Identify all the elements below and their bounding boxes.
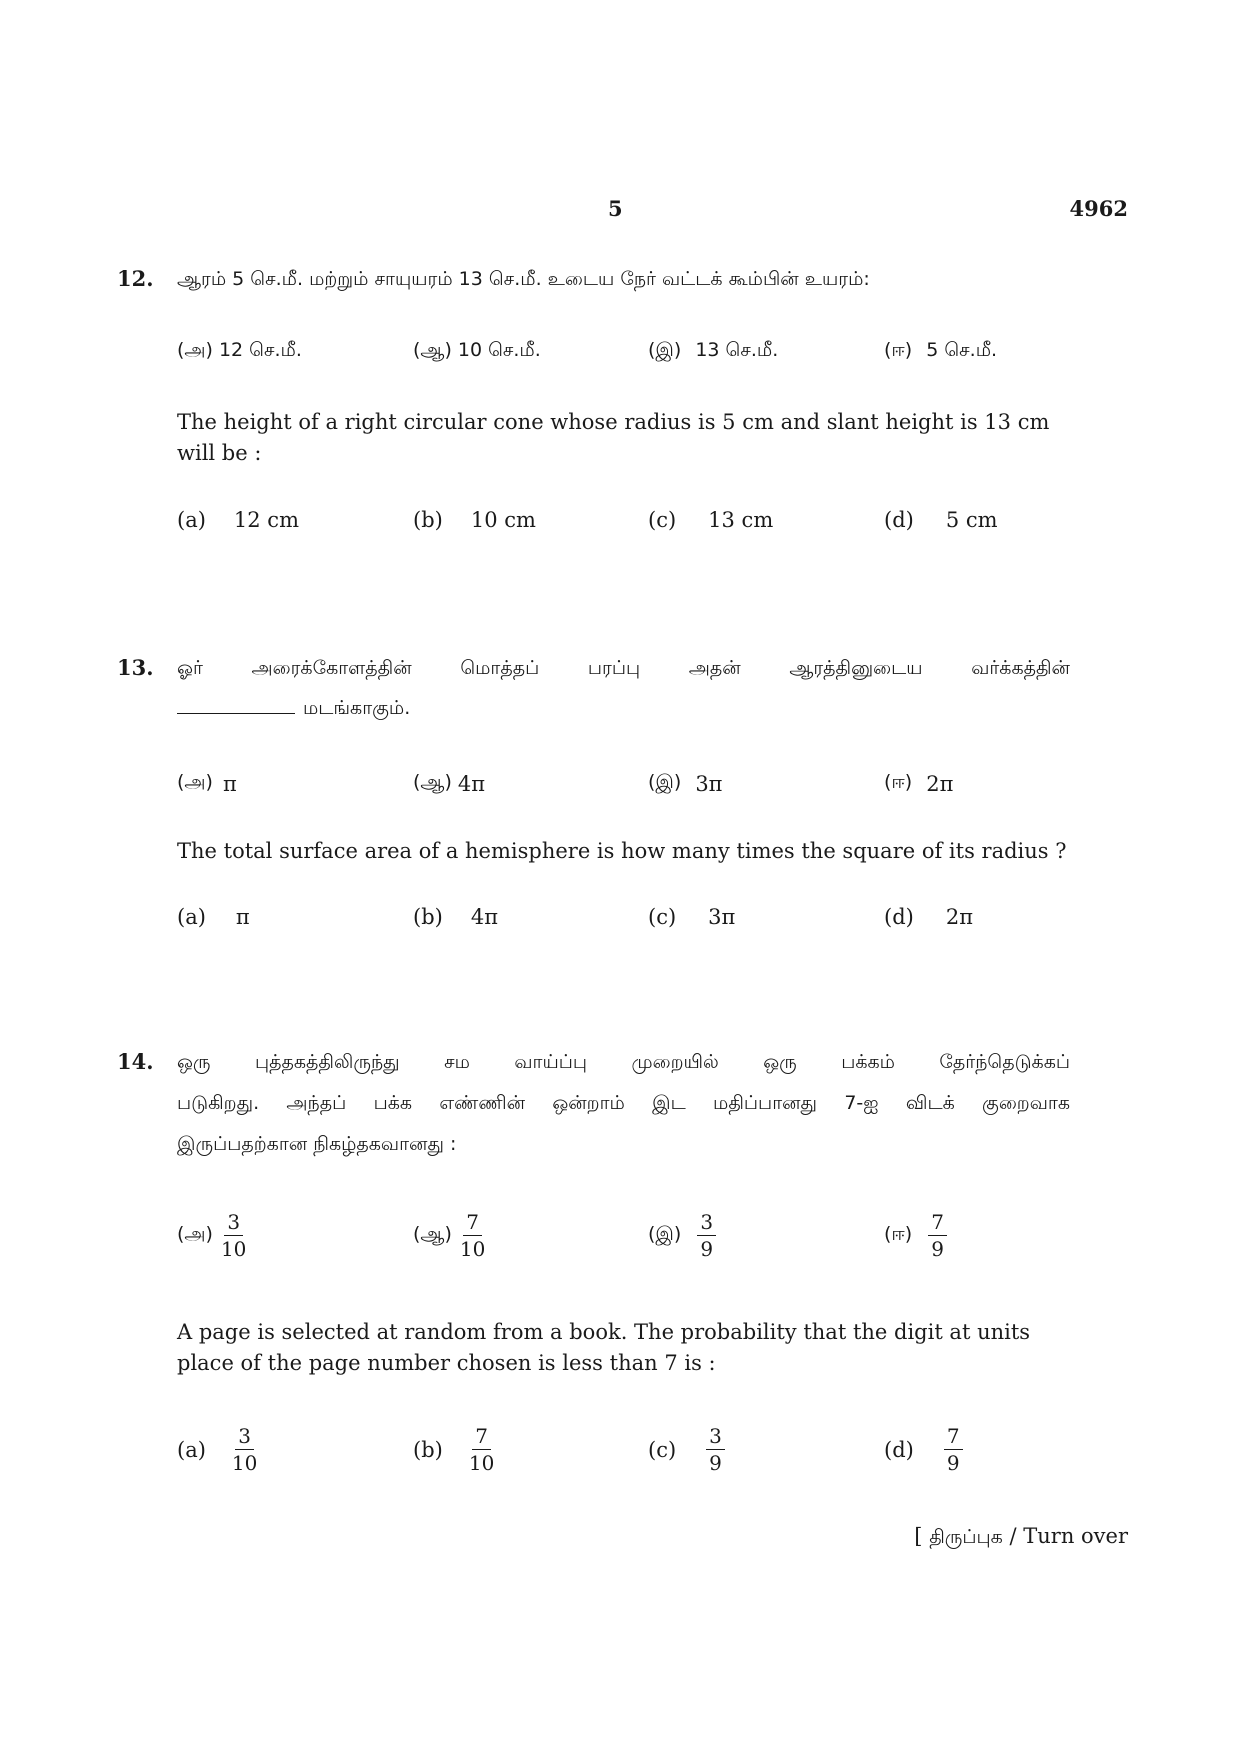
option-value: 12 செ.மீ. xyxy=(218,339,302,361)
question-number: 14. xyxy=(117,1049,154,1074)
option-label: (ஆ) xyxy=(413,771,452,793)
option-label: (ஈ) xyxy=(884,771,913,793)
paper-code: 4962 xyxy=(1069,196,1128,221)
tamil-option-a xyxy=(177,1211,246,1260)
option-value: 4π xyxy=(470,905,499,929)
fraction-denominator: 9 xyxy=(709,1451,722,1475)
fraction-denominator: 10 xyxy=(231,1451,258,1475)
fraction-denominator: 10 xyxy=(220,1237,247,1261)
question-english-text: The total surface area of a hemisphere is how many times the square of its radius ? xyxy=(177,839,1067,863)
question-english-text: The height of a right circular cone whose radius is 5 cm and slant height is 13 cm will be : xyxy=(177,410,1050,465)
fraction-denominator: 9 xyxy=(700,1237,714,1261)
tamil-option-d xyxy=(884,339,997,364)
tamil-option-c xyxy=(648,771,722,796)
english-option-b xyxy=(413,508,536,532)
fraction xyxy=(697,1211,716,1260)
question-tamil-line-3: இருப்பதற்கான நிகழ்தகவானது : xyxy=(177,1133,457,1155)
tamil-option-a xyxy=(177,771,237,796)
option-label: (c) xyxy=(648,508,677,532)
option-value: 10 cm xyxy=(470,508,536,532)
tamil-option-c xyxy=(648,1211,716,1260)
question-number: 13. xyxy=(117,655,154,680)
option-label: (ஈ) xyxy=(884,1223,913,1245)
page-number: 5 xyxy=(608,196,623,221)
question-english-text: A page is selected at random from a book. The probability that the digit at units place of the page number chosen is less than 7 is : xyxy=(177,1320,1031,1375)
tamil-option-d xyxy=(884,1211,947,1260)
fraction-denominator: 9 xyxy=(946,1451,960,1475)
english-option-d xyxy=(884,1425,963,1474)
tamil-option-b xyxy=(413,771,485,796)
fraction-denominator: 10 xyxy=(468,1451,495,1475)
option-value: 10 செ.மீ. xyxy=(457,339,541,361)
option-value: π xyxy=(222,771,237,796)
option-label: (d) xyxy=(884,508,914,532)
option-label: (a) xyxy=(177,905,206,929)
footer-bracket: [ xyxy=(914,1524,923,1548)
option-value: 5 cm xyxy=(945,508,998,532)
option-label: (அ) xyxy=(177,1223,213,1245)
option-value: 2π xyxy=(945,905,974,929)
english-option-b xyxy=(413,1425,494,1474)
option-value: 3π xyxy=(708,905,736,929)
tamil-option-b xyxy=(413,339,541,364)
option-value: 12 cm xyxy=(233,508,299,532)
option-label: (ஈ) xyxy=(884,339,913,361)
fraction xyxy=(944,1425,963,1474)
option-value: 4π xyxy=(457,771,486,796)
option-value: 3π xyxy=(695,771,723,796)
option-value: π xyxy=(235,905,250,929)
option-label: (d) xyxy=(884,905,914,929)
turn-over-note xyxy=(914,1524,1128,1551)
fraction-numerator: 7 xyxy=(928,1211,947,1236)
option-label: (b) xyxy=(413,1437,443,1462)
question-tamil-line-2: படுகிறது. அந்தப் பக்க எண்ணின் ஒன்றாம் இட மதிப்பானது 7-ஐ விடக் குறைவாக xyxy=(177,1092,1070,1114)
option-label: (இ) xyxy=(648,1223,682,1245)
fraction-numerator: 3 xyxy=(235,1425,254,1450)
question-tamil-line-2-text: மடங்காகும். xyxy=(303,697,411,719)
question-tamil-line-2 xyxy=(177,693,1070,724)
option-value: 5 செ.மீ. xyxy=(926,339,998,361)
fraction-numerator: 7 xyxy=(472,1425,491,1450)
question-tamil-line-1: ஓர் அரைக்கோளத்தின் மொத்தப் பரப்பு அதன் ஆரத்தினுடைய வர்க்கத்தின் xyxy=(177,657,1070,679)
english-option-d xyxy=(884,508,998,532)
option-label: (இ) xyxy=(648,771,682,793)
option-label: (a) xyxy=(177,1437,206,1462)
option-value: 13 செ.மீ. xyxy=(695,339,779,361)
option-label: (c) xyxy=(648,1437,677,1462)
fraction xyxy=(460,1211,485,1260)
fraction-numerator: 7 xyxy=(944,1425,963,1450)
fraction xyxy=(928,1211,947,1260)
question-tamil-text: ஆரம் 5 செ.மீ. மற்றும் சாயுயரம் 13 செ.மீ. உடைய நேர் வட்டக் கூம்பின் உயரம்: xyxy=(177,268,870,290)
option-label: (a) xyxy=(177,508,206,532)
tamil-option-b xyxy=(413,1211,485,1260)
option-label: (அ) xyxy=(177,771,213,793)
english-option-d xyxy=(884,905,973,929)
english-option-a xyxy=(177,1425,257,1474)
fraction xyxy=(232,1425,257,1474)
option-label: (ஆ) xyxy=(413,339,452,361)
question-number: 12. xyxy=(117,266,154,291)
option-label: (d) xyxy=(884,1437,914,1462)
english-option-a xyxy=(177,905,250,929)
option-label: (b) xyxy=(413,508,443,532)
fraction-numerator: 3 xyxy=(706,1425,725,1450)
english-option-b xyxy=(413,905,498,929)
fraction-denominator: 9 xyxy=(931,1237,944,1261)
fraction xyxy=(706,1425,725,1474)
option-label: (அ) xyxy=(177,339,213,361)
fraction-numerator: 7 xyxy=(463,1211,482,1236)
option-label: (b) xyxy=(413,905,443,929)
fraction xyxy=(221,1211,246,1260)
fraction-numerator: 3 xyxy=(224,1211,243,1236)
option-value: 13 cm xyxy=(708,508,774,532)
footer-english: Turn over xyxy=(1023,1524,1128,1548)
tamil-option-d xyxy=(884,771,953,796)
option-label: (c) xyxy=(648,905,677,929)
option-label: (ஆ) xyxy=(413,1223,452,1245)
english-option-c xyxy=(648,508,773,532)
footer-tamil: திருப்புக xyxy=(929,1526,1003,1548)
fraction-numerator: 3 xyxy=(697,1211,716,1236)
option-value: 2π xyxy=(926,771,954,796)
fraction xyxy=(469,1425,494,1474)
tamil-option-c xyxy=(648,339,778,364)
tamil-option-a xyxy=(177,339,302,364)
option-label: (இ) xyxy=(648,339,682,361)
fill-in-blank xyxy=(177,713,295,714)
english-option-c xyxy=(648,905,735,929)
question-tamil-line-1: ஒரு புத்தகத்திலிருந்து சம வாய்ப்பு முறையில் ஒரு பக்கம் தேர்ந்தெடுக்கப் xyxy=(177,1051,1070,1073)
english-option-a xyxy=(177,508,299,532)
footer-separator: / xyxy=(1009,1524,1017,1548)
english-option-c xyxy=(648,1425,725,1474)
fraction-denominator: 10 xyxy=(459,1237,486,1261)
